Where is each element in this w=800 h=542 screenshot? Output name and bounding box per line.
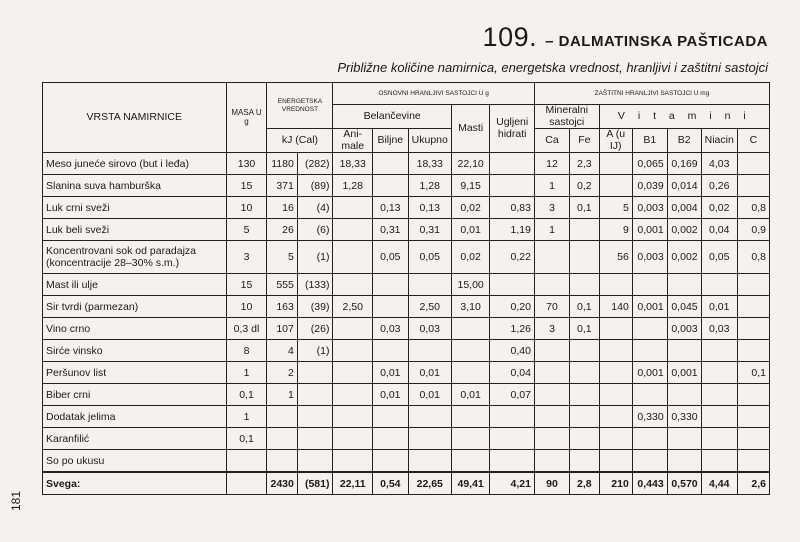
cell-cal <box>297 362 333 384</box>
cell-animal <box>333 241 372 274</box>
cell-carb <box>490 153 535 175</box>
cell-kj: 16 <box>267 197 297 219</box>
cell-animal: 2,50 <box>333 296 372 318</box>
cell-fe <box>570 450 600 473</box>
cell-fe <box>570 362 600 384</box>
cell-fe: 0,1 <box>570 318 600 340</box>
total-row <box>43 472 770 495</box>
cell-b2 <box>667 274 701 296</box>
cell-niacin: 4,44 <box>701 472 737 495</box>
cell-a <box>599 362 632 384</box>
header-fats: Masti <box>451 105 490 153</box>
cell-kj: 4 <box>267 340 297 362</box>
header-b2: B2 <box>667 129 701 153</box>
cell-niacin: 0,26 <box>701 175 737 197</box>
cell-kj: 163 <box>267 296 297 318</box>
cell-cal: (39) <box>297 296 333 318</box>
cell-ca <box>534 274 569 296</box>
cell-plant <box>372 153 408 175</box>
cell-b1 <box>632 384 667 406</box>
cell-c <box>737 406 769 428</box>
table-row <box>43 153 770 175</box>
cell-b1: 0,003 <box>632 241 667 274</box>
cell-b1 <box>632 450 667 473</box>
cell-cal: (282) <box>297 153 333 175</box>
cell-total: 22,65 <box>408 472 451 495</box>
table-row <box>43 340 770 362</box>
header-b1: B1 <box>632 129 667 153</box>
table-subtitle: Približne količine namirnica, energetska vrednost, hranljivi i zaštitni sastojci <box>337 60 768 75</box>
cell-niacin: 4,03 <box>701 153 737 175</box>
cell-a <box>599 450 632 473</box>
cell-name: Meso juneće sirovo (but i leđa) <box>43 153 227 175</box>
cell-plant: 0,01 <box>372 384 408 406</box>
cell-b1: 0,003 <box>632 197 667 219</box>
cell-mass: 0,3 dl <box>226 318 267 340</box>
cell-ca: 12 <box>534 153 569 175</box>
cell-b1: 0,001 <box>632 219 667 241</box>
cell-c <box>737 318 769 340</box>
cell-mass: 15 <box>226 175 267 197</box>
cell-c <box>737 384 769 406</box>
cell-fe <box>570 219 600 241</box>
cell-kj: 2 <box>267 362 297 384</box>
cell-fat <box>451 450 490 473</box>
cell-b1: 0,065 <box>632 153 667 175</box>
cell-fat <box>451 406 490 428</box>
cell-niacin: 0,02 <box>701 197 737 219</box>
cell-fat <box>451 318 490 340</box>
cell-b1 <box>632 340 667 362</box>
cell-mass <box>226 450 267 473</box>
cell-animal <box>333 450 372 473</box>
header-mass: MASA U g <box>226 83 267 153</box>
cell-c <box>737 175 769 197</box>
cell-animal <box>333 406 372 428</box>
cell-animal <box>333 219 372 241</box>
cell-cal: (26) <box>297 318 333 340</box>
cell-carb <box>490 406 535 428</box>
cell-cal <box>297 406 333 428</box>
cell-ca <box>534 428 569 450</box>
cell-ca <box>534 241 569 274</box>
cell-ca <box>534 340 569 362</box>
cell-a <box>599 318 632 340</box>
cell-b2: 0,570 <box>667 472 701 495</box>
cell-fe <box>570 384 600 406</box>
cell-animal <box>333 384 372 406</box>
cell-fe: 0,1 <box>570 296 600 318</box>
cell-cal <box>297 384 333 406</box>
cell-plant <box>372 406 408 428</box>
cell-b2: 0,004 <box>667 197 701 219</box>
header-niacin: Niacin <box>701 129 737 153</box>
cell-fat: 9,15 <box>451 175 490 197</box>
cell-niacin <box>701 340 737 362</box>
cell-name: Svega: <box>43 472 227 495</box>
table-row <box>43 274 770 296</box>
cell-animal: 22,11 <box>333 472 372 495</box>
header-protective-nutrients: ZAŠTITNI HRANLJIVI SASTOJCI U mg <box>534 83 769 105</box>
cell-name: So po ukusu <box>43 450 227 473</box>
cell-plant: 0,31 <box>372 219 408 241</box>
cell-mass: 8 <box>226 340 267 362</box>
cell-carb: 0,20 <box>490 296 535 318</box>
header-protein-total: Ukupno <box>408 129 451 153</box>
table-row <box>43 219 770 241</box>
cell-niacin <box>701 406 737 428</box>
cell-fat: 15,00 <box>451 274 490 296</box>
cell-plant <box>372 340 408 362</box>
cell-animal: 1,28 <box>333 175 372 197</box>
cell-a: 210 <box>599 472 632 495</box>
cell-carb: 0,07 <box>490 384 535 406</box>
cell-b2: 0,001 <box>667 362 701 384</box>
cell-mass: 3 <box>226 241 267 274</box>
header-fe: Fe <box>570 129 600 153</box>
cell-carb: 1,26 <box>490 318 535 340</box>
cell-total: 1,28 <box>408 175 451 197</box>
cell-cal: (89) <box>297 175 333 197</box>
cell-fat: 0,01 <box>451 384 490 406</box>
cell-ca: 3 <box>534 318 569 340</box>
cell-mass <box>226 472 267 495</box>
cell-total <box>408 406 451 428</box>
cell-animal <box>333 340 372 362</box>
cell-b1: 0,330 <box>632 406 667 428</box>
cell-kj: 1180 <box>267 153 297 175</box>
header-protein-plant: Biljne <box>372 129 408 153</box>
cell-b1: 0,039 <box>632 175 667 197</box>
cell-carb: 0,40 <box>490 340 535 362</box>
cell-niacin: 0,03 <box>701 318 737 340</box>
cell-mass: 130 <box>226 153 267 175</box>
cell-total: 0,13 <box>408 197 451 219</box>
cell-b2: 0,169 <box>667 153 701 175</box>
cell-name: Slanina suva hamburška <box>43 175 227 197</box>
cell-name: Vino crno <box>43 318 227 340</box>
cell-name: Luk beli sveži <box>43 219 227 241</box>
cell-a <box>599 274 632 296</box>
cell-c: 2,6 <box>737 472 769 495</box>
cell-carb <box>490 450 535 473</box>
cell-c <box>737 428 769 450</box>
cell-plant <box>372 175 408 197</box>
cell-c <box>737 450 769 473</box>
cell-plant: 0,13 <box>372 197 408 219</box>
cell-b1: 0,001 <box>632 362 667 384</box>
header-energy: ENERGETSKA VREDNOST <box>267 83 333 129</box>
side-page-number: 181 <box>9 490 24 512</box>
cell-carb <box>490 428 535 450</box>
header-vitamins: V i t a m i n i <box>599 105 769 129</box>
cell-carb: 1,19 <box>490 219 535 241</box>
cell-kj: 107 <box>267 318 297 340</box>
cell-c: 0,9 <box>737 219 769 241</box>
cell-total <box>408 274 451 296</box>
cell-fat: 0,01 <box>451 219 490 241</box>
table-row <box>43 197 770 219</box>
table-row <box>43 318 770 340</box>
cell-plant <box>372 428 408 450</box>
cell-name: Peršunov list <box>43 362 227 384</box>
cell-carb <box>490 274 535 296</box>
cell-kj: 5 <box>267 241 297 274</box>
cell-fe: 2,3 <box>570 153 600 175</box>
cell-fe: 0,2 <box>570 175 600 197</box>
header-protein-animal: Ani-male <box>333 129 372 153</box>
cell-animal <box>333 428 372 450</box>
cell-b2: 0,014 <box>667 175 701 197</box>
cell-plant: 0,01 <box>372 362 408 384</box>
header-ca: Ca <box>534 129 569 153</box>
cell-mass: 1 <box>226 362 267 384</box>
cell-b1 <box>632 428 667 450</box>
cell-a <box>599 340 632 362</box>
cell-b2: 0,330 <box>667 406 701 428</box>
table-row <box>43 406 770 428</box>
cell-carb: 0,22 <box>490 241 535 274</box>
cell-b1 <box>632 274 667 296</box>
cell-carb: 0,83 <box>490 197 535 219</box>
cell-niacin <box>701 428 737 450</box>
cell-b2: 0,002 <box>667 219 701 241</box>
cell-fe <box>570 274 600 296</box>
cell-b2 <box>667 384 701 406</box>
cell-name: Karanfilić <box>43 428 227 450</box>
cell-animal <box>333 362 372 384</box>
cell-fat: 0,02 <box>451 197 490 219</box>
cell-animal: 18,33 <box>333 153 372 175</box>
cell-ca <box>534 384 569 406</box>
cell-niacin <box>701 450 737 473</box>
cell-a <box>599 406 632 428</box>
cell-a: 9 <box>599 219 632 241</box>
recipe-number: 109. <box>482 22 538 52</box>
cell-total: 0,01 <box>408 362 451 384</box>
cell-b1: 0,443 <box>632 472 667 495</box>
cell-a: 5 <box>599 197 632 219</box>
cell-mass: 10 <box>226 197 267 219</box>
cell-name: Sirće vinsko <box>43 340 227 362</box>
cell-ca: 1 <box>534 219 569 241</box>
cell-c: 0,8 <box>737 197 769 219</box>
cell-total: 0,03 <box>408 318 451 340</box>
cell-kj: 26 <box>267 219 297 241</box>
cell-kj: 2430 <box>267 472 297 495</box>
cell-fat: 0,02 <box>451 241 490 274</box>
table-row <box>43 362 770 384</box>
cell-kj <box>267 450 297 473</box>
cell-fe <box>570 241 600 274</box>
cell-ca <box>534 362 569 384</box>
cell-cal <box>297 450 333 473</box>
recipe-title: – DALMATINSKA PAŠTICADA <box>545 33 768 50</box>
cell-b2 <box>667 428 701 450</box>
cell-cal: (1) <box>297 340 333 362</box>
cell-a <box>599 428 632 450</box>
cell-fat <box>451 428 490 450</box>
cell-ca: 1 <box>534 175 569 197</box>
table-row <box>43 428 770 450</box>
cell-cal: (581) <box>297 472 333 495</box>
cell-a <box>599 153 632 175</box>
cell-kj: 555 <box>267 274 297 296</box>
cell-total: 0,31 <box>408 219 451 241</box>
cell-a: 56 <box>599 241 632 274</box>
cell-kj: 371 <box>267 175 297 197</box>
cell-c <box>737 153 769 175</box>
cell-animal <box>333 197 372 219</box>
cell-b2 <box>667 450 701 473</box>
cell-mass: 10 <box>226 296 267 318</box>
cell-niacin: 0,04 <box>701 219 737 241</box>
cell-name: Mast ili ulje <box>43 274 227 296</box>
cell-mass: 1 <box>226 406 267 428</box>
cell-fat <box>451 340 490 362</box>
cell-b1 <box>632 318 667 340</box>
cell-fat: 3,10 <box>451 296 490 318</box>
header-food: VRSTA NAMIRNICE <box>43 83 227 153</box>
cell-b2: 0,003 <box>667 318 701 340</box>
header-minerals: Mineralni sastojci <box>534 105 599 129</box>
cell-b1: 0,001 <box>632 296 667 318</box>
table-row <box>43 175 770 197</box>
header-basic-nutrients: OSNOVNI HRANLJIVI SASTOJCI U g <box>333 83 534 105</box>
cell-name: Luk crni sveži <box>43 197 227 219</box>
cell-kj: 1 <box>267 384 297 406</box>
cell-cal: (4) <box>297 197 333 219</box>
cell-b2 <box>667 340 701 362</box>
cell-b2: 0,045 <box>667 296 701 318</box>
cell-ca: 70 <box>534 296 569 318</box>
cell-fe: 2,8 <box>570 472 600 495</box>
cell-plant <box>372 450 408 473</box>
cell-name: Biber crni <box>43 384 227 406</box>
cell-animal <box>333 318 372 340</box>
cell-plant: 0,03 <box>372 318 408 340</box>
cell-total: 0,01 <box>408 384 451 406</box>
cell-name: Dodatak jelima <box>43 406 227 428</box>
cell-a <box>599 384 632 406</box>
table-row <box>43 384 770 406</box>
cell-plant <box>372 274 408 296</box>
cell-ca <box>534 406 569 428</box>
cell-plant: 0,54 <box>372 472 408 495</box>
nutrition-table <box>42 82 770 495</box>
cell-total: 0,05 <box>408 241 451 274</box>
cell-total <box>408 428 451 450</box>
cell-fe <box>570 428 600 450</box>
cell-name: Koncentrovani sok od paradajza (koncentracije 28–30% s.m.) <box>43 241 227 274</box>
cell-fat <box>451 362 490 384</box>
cell-name: Sir tvrdi (parmezan) <box>43 296 227 318</box>
cell-mass: 0,1 <box>226 428 267 450</box>
header-carbs: Ugljeni hidrati <box>490 105 535 153</box>
cell-fe: 0,1 <box>570 197 600 219</box>
cell-niacin: 0,05 <box>701 241 737 274</box>
cell-animal <box>333 274 372 296</box>
cell-cal <box>297 428 333 450</box>
cell-plant <box>372 296 408 318</box>
cell-total: 2,50 <box>408 296 451 318</box>
cell-fat: 49,41 <box>451 472 490 495</box>
cell-c: 0,8 <box>737 241 769 274</box>
cell-plant: 0,05 <box>372 241 408 274</box>
cell-c <box>737 274 769 296</box>
cell-ca <box>534 450 569 473</box>
cell-carb <box>490 175 535 197</box>
cell-c <box>737 340 769 362</box>
cell-b2: 0,002 <box>667 241 701 274</box>
cell-carb: 0,04 <box>490 362 535 384</box>
cell-fe <box>570 340 600 362</box>
cell-total <box>408 450 451 473</box>
cell-niacin <box>701 274 737 296</box>
cell-a <box>599 175 632 197</box>
cell-mass: 0,1 <box>226 384 267 406</box>
table-row <box>43 241 770 274</box>
cell-niacin <box>701 362 737 384</box>
cell-fat: 22,10 <box>451 153 490 175</box>
table-row <box>43 450 770 473</box>
cell-carb: 4,21 <box>490 472 535 495</box>
recipe-heading <box>483 22 768 53</box>
cell-ca: 3 <box>534 197 569 219</box>
cell-mass: 5 <box>226 219 267 241</box>
cell-niacin: 0,01 <box>701 296 737 318</box>
cell-mass: 15 <box>226 274 267 296</box>
table-row <box>43 296 770 318</box>
header-vitamin-a: A (u IJ) <box>599 129 632 153</box>
cell-c: 0,1 <box>737 362 769 384</box>
cell-cal: (1) <box>297 241 333 274</box>
cell-fe <box>570 406 600 428</box>
header-energy-unit: kJ (Cal) <box>267 129 333 153</box>
cell-a: 140 <box>599 296 632 318</box>
cell-cal: (6) <box>297 219 333 241</box>
cell-niacin <box>701 384 737 406</box>
header-proteins: Belančevine <box>333 105 451 129</box>
cell-kj <box>267 428 297 450</box>
cell-total: 18,33 <box>408 153 451 175</box>
cell-ca: 90 <box>534 472 569 495</box>
cell-c <box>737 296 769 318</box>
header-vitamin-c: C <box>737 129 769 153</box>
cell-cal: (133) <box>297 274 333 296</box>
cell-total <box>408 340 451 362</box>
cell-kj <box>267 406 297 428</box>
